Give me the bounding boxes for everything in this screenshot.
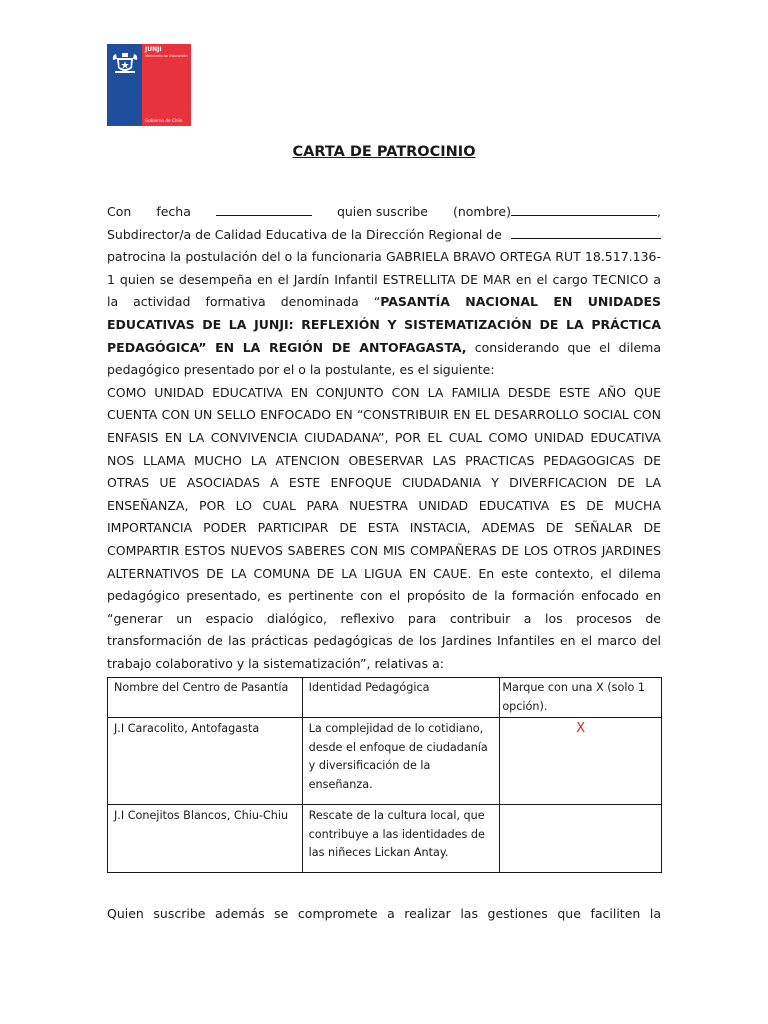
considerando-text: considerando que el dilema pedagógico presentado por el o la postulante, es el siguiente: <box>107 339 661 378</box>
header-identidad: Identidad Pedagógica <box>302 678 500 718</box>
centros-table <box>107 677 662 873</box>
logo-blue-panel <box>107 44 142 126</box>
row-centro: J.I Caracolito, Antofagasta <box>108 718 303 805</box>
row-identidad: La complejidad de lo cotidiano, desde el enfoque de ciudadanía y diversificación de la enseñanza. <box>302 718 500 805</box>
intro-comma: , <box>656 204 661 219</box>
page-title: CARTA DE PATROCINIO <box>292 144 476 160</box>
subdirector-label: Subdirector/a de Calidad Educativa de la Dirección Regional de <box>107 226 502 242</box>
dilema-text: COMO UNIDAD EDUCATIVA EN CONJUNTO CON LA FAMILIA DESDE ESTE AÑO QUE CUENTA CON UN SELLO ENFOCADO EN “CONSTRIBUIR EN EL DESARROLLO SOCIAL CON ENFASIS EN LA CONVIVENCIA CIUDADANA”, POR EL CUAL COMO UNIDAD EDUCATIVA NOS LLAMA MUCHO LA ATENCION OBESERVAR LAS PRACTICAS PEDAGOGICAS DE OTRAS UE ASOCIADAS A ESTE ENFOQUE CIUDADANIA Y DIVERFICACION DE LA ENSEÑANZA, POR LO CUAL PARA NUESTRA UNIDAD EDUCATIVA ES DE MUCHA IMPORTANCIA PODER PARTICIPAR DE ESTA INSTACIA, ADEMAS DE SEÑALAR DE COMPARTIR ESTOS NUEVOS SABERES CON MIS COMPAÑERAS DE LOS OTROS JARDINES ALTERNATIVOS DE LA COMUNA DE LA LIGUA EN CAUE. <box>107 384 661 581</box>
patrocina-text: patrocina la postulación del o la funcionaria GABRIELA BRAVO ORTEGA RUT 18.517.136-1 quien se desempeña en el Jardín Infantil ESTRELLITA DE MAR en el cargo TECNICO a la actividad formativa denominada “ <box>107 249 661 310</box>
row-identidad: Rescate de la cultura local, que contribuye a las identidades de las niñeces Lickan Antay. <box>302 805 500 873</box>
row-centro: J.I Conejitos Blancos, Chiu-Chiu <box>108 805 303 873</box>
logo-ministerio-text: Ministerio de Educación <box>145 54 188 58</box>
letter-body <box>107 201 661 675</box>
dilema-paragraph <box>107 382 661 676</box>
closing-paragraph: Quien suscribe además se compromete a realizar las gestiones que faciliten la <box>107 906 661 921</box>
table-row <box>108 718 662 805</box>
row-mark-cell[interactable] <box>500 805 662 873</box>
nombre-blank[interactable] <box>511 202 657 216</box>
chile-coat-of-arms-icon <box>111 50 139 76</box>
junji-logo <box>107 44 191 126</box>
fecha-label: fecha <box>156 204 191 219</box>
header-centro: Nombre del Centro de Pasantía <box>108 678 303 718</box>
region-blank[interactable] <box>511 225 661 239</box>
quien-suscribe-label: quien suscribe <box>336 204 428 219</box>
logo-junji-text: JUNJI <box>145 46 162 53</box>
actividad-text: PASANTÍA NACIONAL EN UNIDADES EDUCATIVAS DE LA JUNJI: REFLEXIÓN Y SISTEMATIZACIÓN DE LA PRÁCTICA PEDAGÓGICA” EN LA REGIÓN DE ANTOFAGASTA, <box>107 294 661 355</box>
con-label: Con <box>107 204 132 219</box>
row-mark-cell[interactable]: X <box>500 718 662 805</box>
table-header-row <box>108 678 662 718</box>
logo-red-panel <box>142 44 191 126</box>
logo-gobierno-text: Gobierno de Chile <box>145 118 183 123</box>
patrocinio-paragraph <box>107 246 661 382</box>
contexto-text: En este contexto, el dilema pedagógico presentado, es pertinente con el propósito de la formación enfocado en “generar un espacio dialógico, reflexivo para contribuir a los procesos de transformación de las prácticas pedagógicas de los Jardines Infantiles en el marco del trabajo colaborativo y la sistematización”, relativas a: <box>107 565 661 671</box>
fecha-blank[interactable] <box>216 202 312 216</box>
table-row <box>108 805 662 873</box>
header-marque: Marque con una X (solo 1 opción). <box>500 678 662 718</box>
subdirector-line <box>107 224 661 247</box>
nombre-label: (nombre) <box>452 204 511 219</box>
intro-line <box>107 201 661 224</box>
